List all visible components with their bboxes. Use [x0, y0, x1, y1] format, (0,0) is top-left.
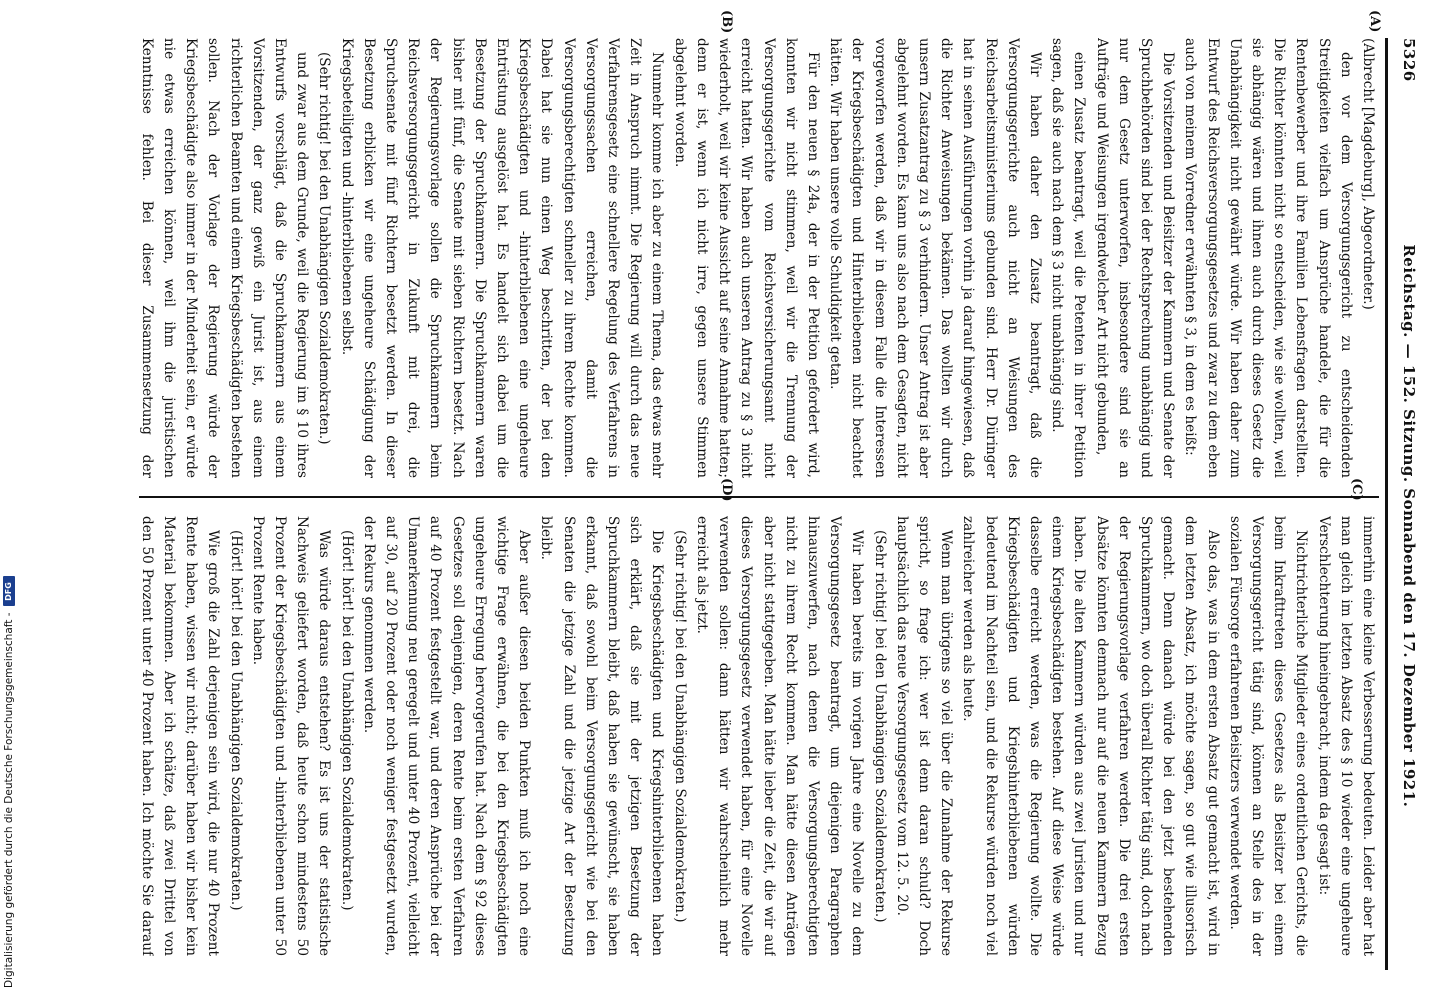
paragraph: Aber außer diesen beiden Punkten muß ich noch eine wichtige Frage erwähnen, die bei den Kriegsbeschädigten ungeheure Erregung hervorgerufen hat. Nach dem § 92 dieses Gesetzes soll denjenigen, deren Rente beim ersten Verfahren auf 40 Prozent festgestellt war, und deren Ansprüche bei der Umanerkennung neu geregelt und unter 40 Prozent, vielleicht auf 30, auf 20 Prozent oder noch weniger festgesetzt wurden, der Rekurs genommen werden. — [360, 516, 533, 956]
page-header — [1385, 38, 1418, 970]
page-title: Reichstag. — 152. Sitzung. Sonnabend den 17. Dezember 1921. — [1400, 244, 1418, 808]
paragraph: Nunmehr komme ich aber zu einem Thema, das etwas mehr Zeit in Anspruch nimmt. Die Regierung will durch das neue Verfahrensgesetz eine schnellere Regelung des Verfahrens in Versorgungssachen erreichen, damit die Versorgungsberechtigten schneller zu ihrem Rechte kommen. Dabei hat sie nun einen Weg beschritten, der bei den Kriegsbeschädigten und -hinterbliebenen eine ungeheure Entrüstung ausgelöst hat. Es handelt sich dabei um die Besetzung der Spruchkammern. Die Spruchkammern waren bisher mit fünf, die Senate mit sieben Richtern besetzt. Nach der Regierungsvorlage sollen die Spruchkammern beim Reichsversorgungsgericht in Zukunft mit drei, die Spruchsenate mit fünf Richtern besetzt werden. In dieser Besetzung erblicken wir eine ungeheure Schädigung der Kriegsbeteiligten und -hinterbliebenen selbst. — [338, 38, 666, 478]
text-columns — [139, 38, 1379, 970]
margin-marker-c: (C) — [1349, 478, 1364, 501]
paragraph: Für den neuen § 24a, der in der Petition gefordert wird, konnten wir nicht stimmen, weil wir die Trennung der Versorgungsgerichte vom Reichsversicherungsamt nicht erreicht hatten. Wir haben auch unseren Antrag zu § 3 nicht wiederholt, weil wir keine Aussicht auf seine Annahme hatten; denn er ist, wenn ich nicht irre, gegen unsere Stimmen abgelehnt worden. — [671, 38, 821, 478]
paragraph: (Hört! hört! bei den Unabhängigen Sozialdemokraten.) — [227, 530, 244, 911]
paragraph: Wie groß die Zahl derjenigen sein wird, die nur 40 Prozent Rente haben, wissen wir nicht; darüber haben wir bisher kein Material bekommen. Aber ich schätze, daß zwei Drittel von den 50 Prozent unter 40 Prozent haben. Ich möchte Sie darauf — [139, 516, 222, 956]
margin-marker-d: (D) — [719, 478, 734, 502]
paragraph: Die Vorsitzenden und Beisitzer der Kammern und Senate der Spruchbehörden sind bei der Rechtsprechung unabhängig und nur dem Gesetz unterworfen, insbesondere sind sie an Aufträge und Weisungen irgendwelcher Art nicht gebunden, — [1093, 38, 1177, 478]
digitization-credit — [0, 0, 18, 1000]
paragraph: Also das, was in dem ersten Absatz gut gemacht ist, wird in dem letzten Absatz, ich möchte sagen, so gut wie illusorisch gemacht. Denn danach würde bei den jetzt bestehenden Spruchkammern, wo doch überall Richter tätig sind, doch nach der Regierungsvorlage verfahren werden. Die drei ersten Absätze könnten demnach nur auf die neuen Kammern Bezug haben. Die alten Kammern würden aus zwei Juristen und nur einem Kriegsbeschädigten bestehen. Auf diese Weise würde dasselbe erreicht werden, was die Regierung wollte. Die Kriegsbeschädigten und Kriegshinterbliebenen würden bedeutend im Nachteil sein, und die Rekurse würden noch viel zahlreicher werden als heute. — [960, 516, 1221, 956]
paragraph: Was würde daraus entstehen? Es ist uns der statistische Nachweis geliefert worden, daß heute schon mindestens 50 Prozent der Kriegsbeschädigten und -hinterbliebenen unter 50 Prozent Rente haben. — [249, 516, 333, 956]
paragraph: (Sehr richtig! bei den Unabhängigen Sozialdemokraten.) — [671, 530, 688, 923]
right-column — [139, 516, 1379, 956]
paragraph: den vor dem Versorgungsgericht zu entscheidenden Streitigkeiten vielfach um Ansprüche handele, die für die Rentenbewerber und ihre Familien Lebensfragen darstellten. Die Richter könnten nicht so entscheiden, wie sie wollten, weil sie abhängig wären und ihnen auch durch dieses Gesetz die Unabhängigkeit nicht gewährt würde. Wir haben daher zum Entwurf des Reichsversorgungsgesetzes und zwar zu dem eben auch von meinem Vorredner erwähnten § 3, in dem es heißt: — [1182, 38, 1354, 478]
left-column — [139, 38, 1379, 478]
paragraph: (Hört! hört! bei den Unabhängigen Sozialdemokraten.) — [338, 530, 355, 911]
paragraph: Wir haben bereits im vorigen Jahre eine Novelle zu dem Versorgungsgesetz beantragt, um diejenigen Paragraphen hinauszuwerfen, nach denen die Versorgungsberechtigten nicht zu ihrem Recht kommen. Man hätte diesen Anträgen aber nicht stattgegeben. Man hätte lieber die Zeit, die wir auf dieses Versorgungsgesetz verwendet haben, für eine Novelle verwenden sollen: dann hätten wir wahrscheinlich mehr erreicht als jetzt. — [693, 516, 866, 956]
paragraph: (Sehr richtig! bei den Unabhängigen Sozialdemokraten.) — [871, 530, 888, 923]
paragraph: Wir haben daher den Zusatz beantragt, daß die Versorgungsgerichte auch nicht an Weisungen des Reichsarbeitsministeriums gebunden sind. Herr Dr. Düringer hat in seinen Ausführungen vorhin ja darauf hingewiesen, daß die Richter Anweisungen bekämen. Das wollten wir durch unsern Zusatzantrag zu § 3 verhindern. Unser Antrag ist aber abgelehnt worden. Es kann uns also nach dem Gesagten, nicht vorgeworfen werden, daß wir in diesem Falle die Interessen der Kriegsbeschädigten und Hinterbliebenen nicht beachtet hätten. Wir haben unsere volle Schuldigkeit getan. — [827, 38, 1043, 478]
margin-marker-a: (A) — [1367, 10, 1382, 33]
column-divider — [139, 496, 1379, 498]
margin-marker-b: (B) — [719, 10, 734, 34]
paragraph: immerhin eine kleine Verbesserung bedeuten. Leider aber hat man gleich im letzten Absatz des § 10 wieder eine ungeheure Verschlechterung hineingebracht, indem da gesagt ist: — [1315, 516, 1376, 956]
paragraph: Die Kriegsbeschädigten und Kriegshinterbliebenen haben sich erklärt, daß sie mit der jetzigen Besetzung der Spruchkammern bleibt, daß haben sie gewünscht, sie haben erkannt, daß sowohl beim Versorgungsgericht wie bei den Senaten die jetzige Zahl und die jetzige Art der Besetzung bleibt. — [538, 516, 666, 956]
dfg-logo-icon: DFG — [3, 576, 15, 606]
credit-text: Digitalisierung gefördert durch die Deutsche Forschungsgemeinschaft - — [3, 612, 15, 988]
paragraph: und zwar aus dem Grunde, weil die Regierung im § 10 ihres Entwurfs vorschlägt, daß die Spruchkammern aus einem Vorsitzenden, der ganz gewiß ein Jurist ist, aus einem richterlichen Beamten und einem Kriegsbeschädigten bestehen sollen. Nach der Vorlage der Regierung würde der Kriegsbeschädigte also immer in der Minderheit sein, er würde nie etwas erreichen können, weil ihm die juristischen Kenntnisse fehlen. Bei dieser Zusammensetzung der — [139, 38, 311, 478]
paragraph: (Albrecht [Magdeburg], Abgeordneter.) — [1360, 38, 1376, 310]
paragraph: (Sehr richtig! bei den Unabhängigen Sozialdemokraten.) — [316, 52, 333, 445]
paragraph: einen Zusatz beantragt, weil die Petenten in ihrer Petition sagen, daß sie auch nach dem § 3 nicht unabhängig sind. — [1049, 38, 1088, 478]
paragraph: Wenn man übrigens so viel über die Zunahme der Rekurse spricht, so frage ich: wer ist denn daran schuld? Doch hauptsächlich das neue Versorgungsgesetz vom 12. 5. 20. — [893, 516, 955, 956]
page-number: 5326 — [1400, 38, 1418, 82]
paragraph: Nichtrichterliche Mitglieder eines ordentlichen Gerichts, die beim Inkrafttreten dieses Gesetzes als Beisitzer bei einem Versorgungsgericht tätig sind, können an Stelle des in der sozialen Fürsorge erfahrenen Beisitzers verwendet werden. — [1226, 516, 1310, 956]
